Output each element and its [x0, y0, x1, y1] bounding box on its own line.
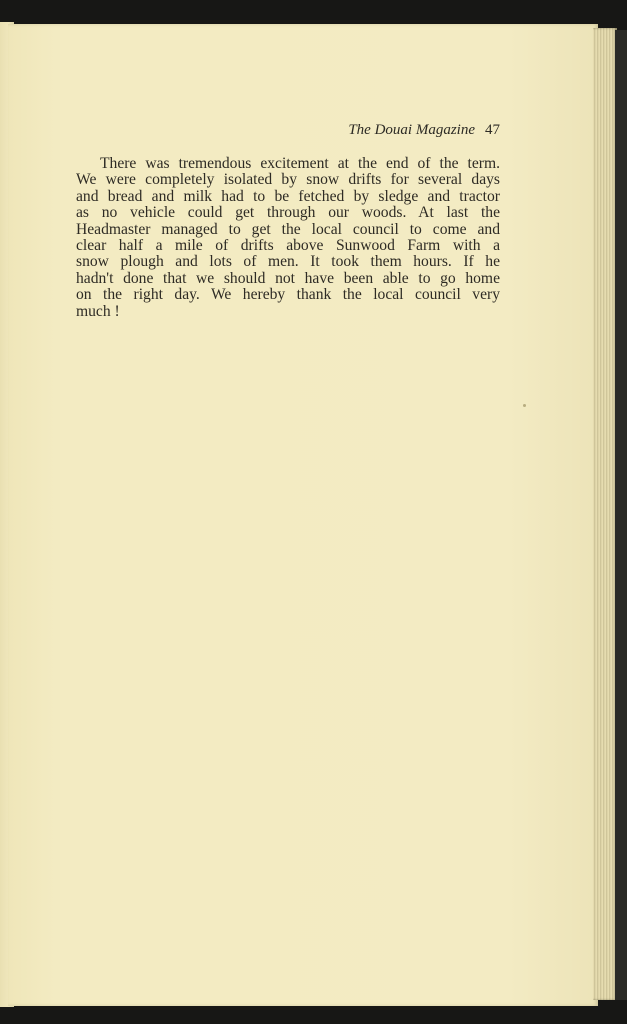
- text-line: much !: [76, 302, 120, 320]
- magazine-title: The Douai Magazine: [348, 122, 475, 138]
- book-cover-edge: [615, 30, 627, 1000]
- running-head: [260, 122, 500, 139]
- text-line: on the right day. We hereby thank the local council very: [76, 286, 500, 304]
- text-line: hadn't done that we should not have been able to go home: [76, 269, 500, 287]
- text-line: We were completely isolated by snow drifts for several days: [76, 171, 500, 189]
- page-stack-edge: [593, 28, 617, 1000]
- page-number: 47: [485, 122, 500, 138]
- article-paragraph: [76, 156, 500, 320]
- text-line: snow plough and lots of men. It took them hours. If he: [76, 253, 500, 271]
- text-line: as no vehicle could get through our woods. At last the: [76, 204, 500, 222]
- text-line: Headmaster managed to get the local council to come and: [76, 220, 500, 238]
- text-line: clear half a mile of drifts above Sunwood Farm with a: [76, 236, 500, 254]
- text-line: There was tremendous excitement at the end of the term.: [100, 155, 500, 172]
- paper-speck: [523, 404, 526, 407]
- text-line: and bread and milk had to be fetched by sledge and tractor: [76, 187, 500, 205]
